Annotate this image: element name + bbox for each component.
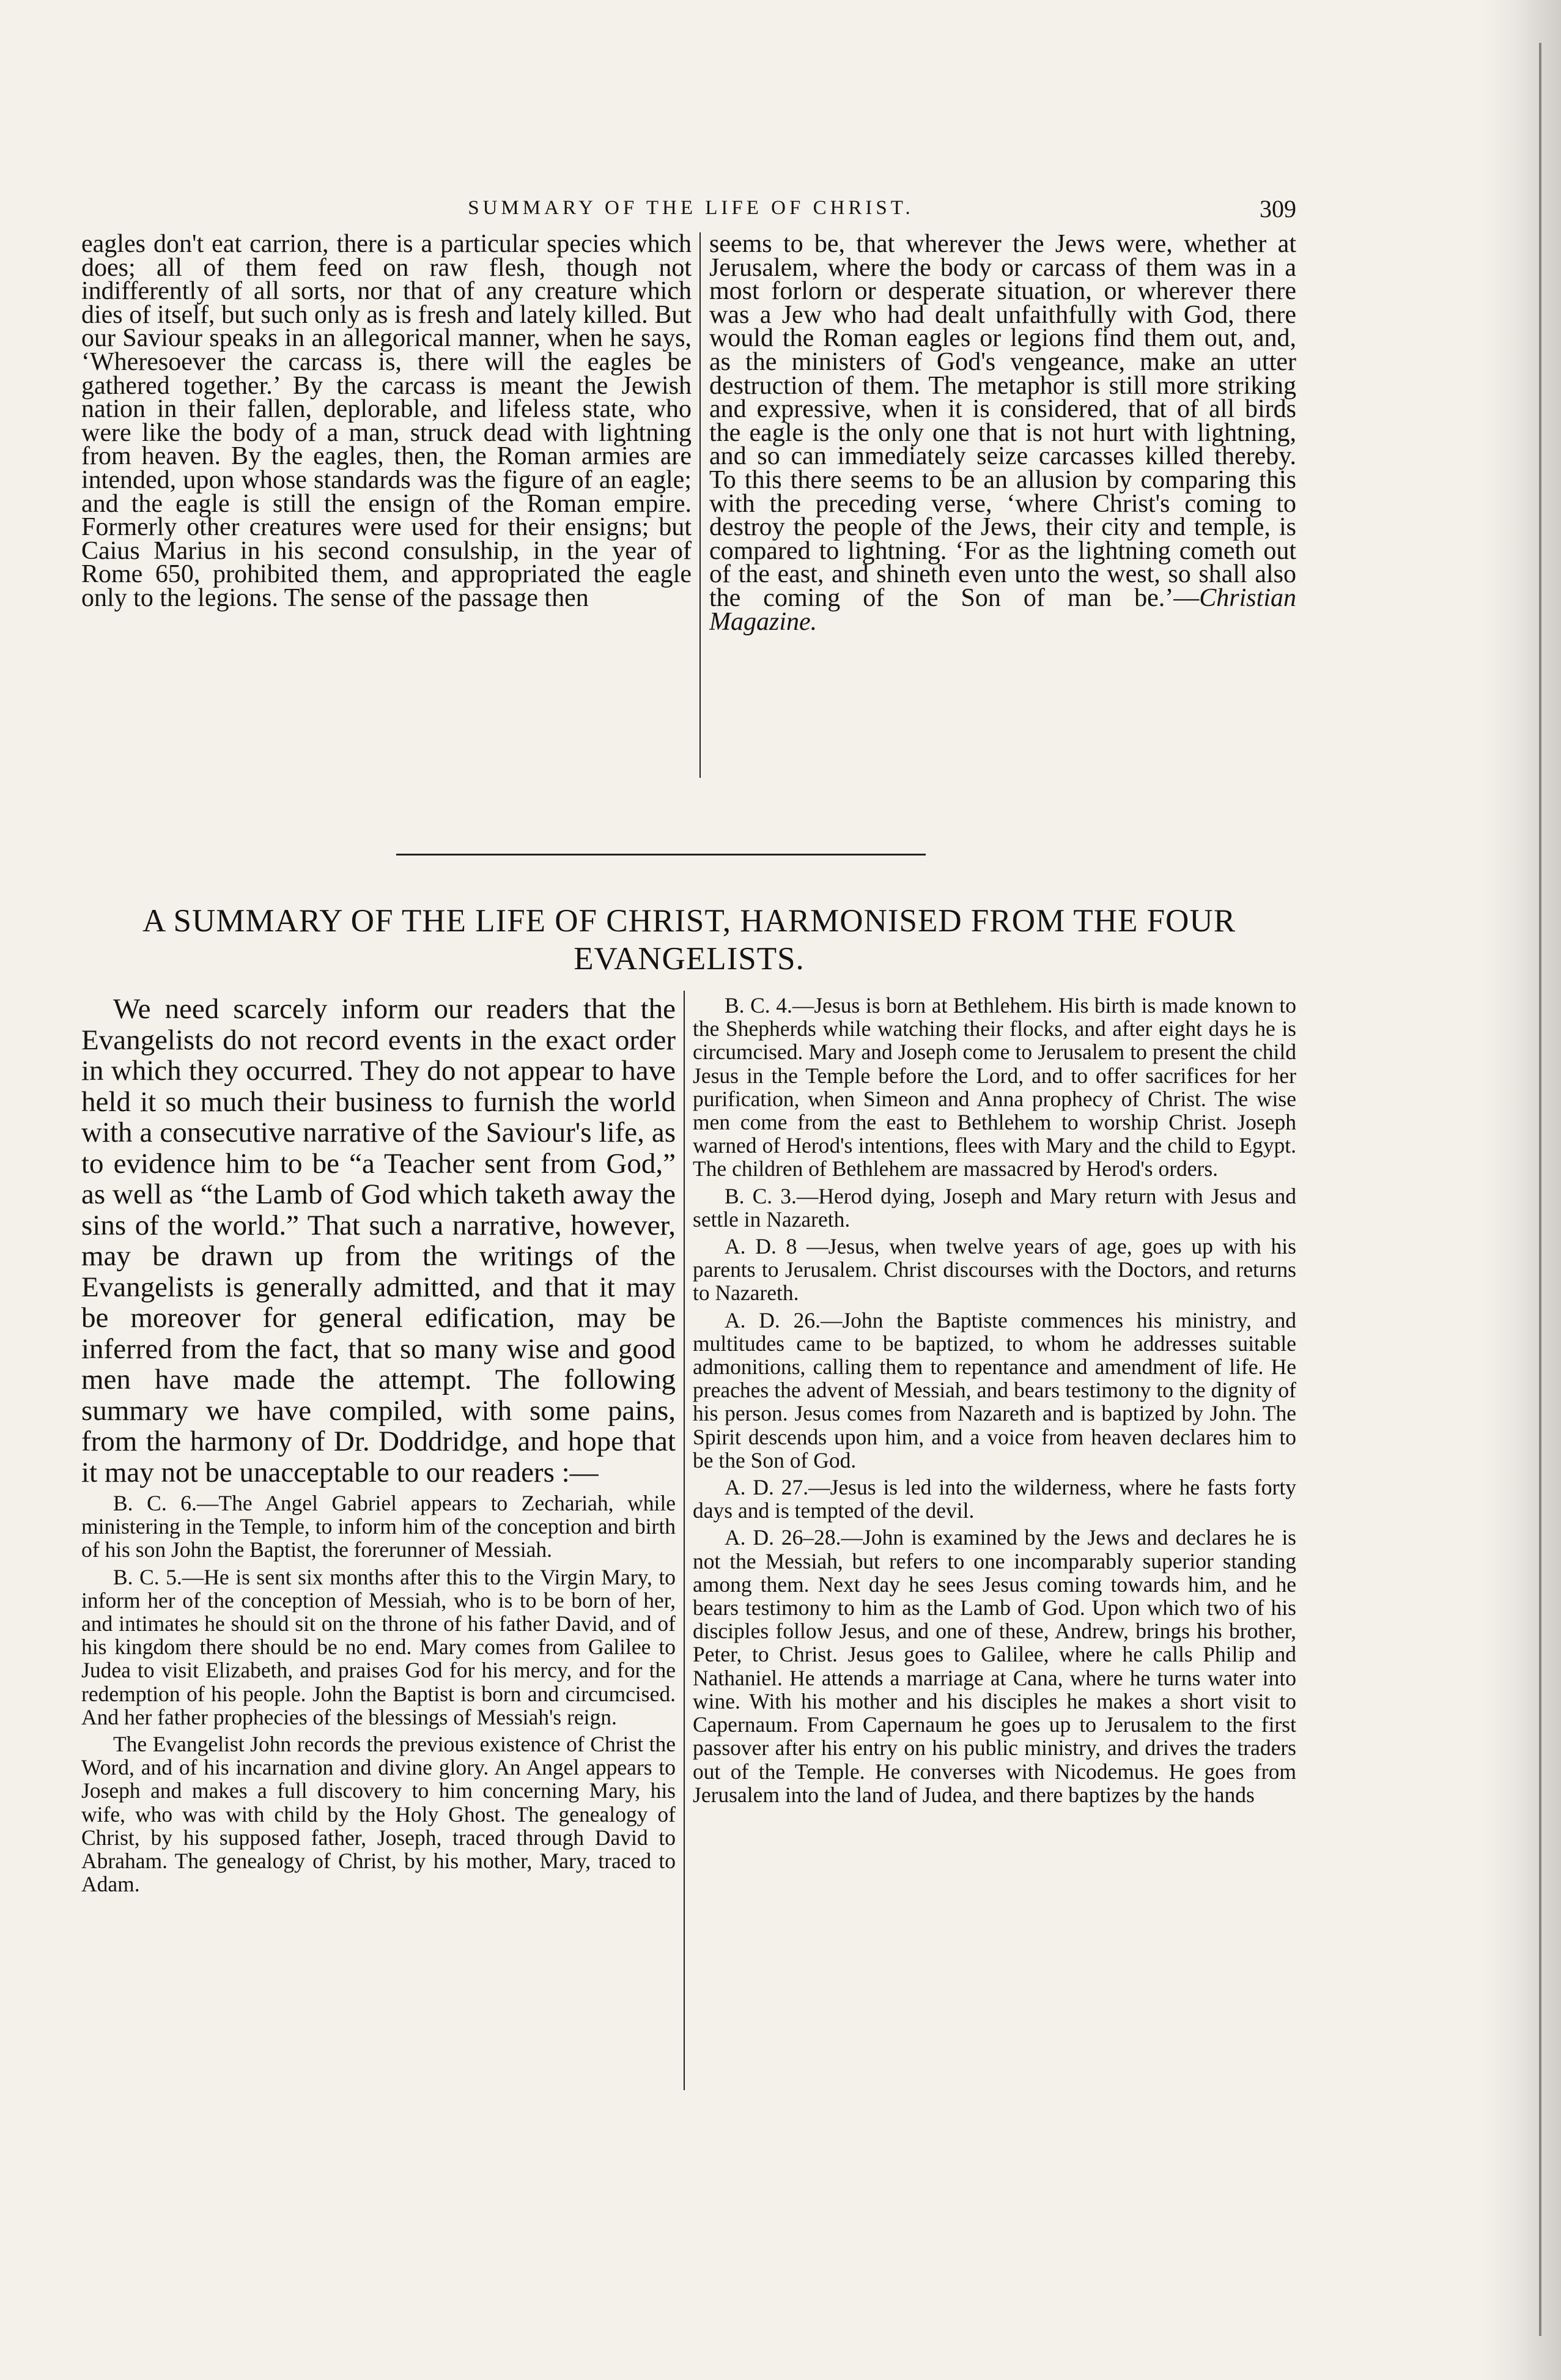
source-citation: Christian Magazine.: [709, 583, 1296, 636]
top-left-column: [81, 232, 692, 610]
column-divider-top: [699, 232, 701, 778]
continued-text-right-body: seems to be, that wherever the Jews were, whether at Jerusalem, where the body or carcass of them was in a most forlorn or desperate situation, or wherever there was a Jew who had dealt unfaithfully with God, there would the Roman eagles or legions find them out, and, as the ministers of God's vengeance, make an utter destruction of them. The metaphor is still more striking and expressive, when it is considered, that of all birds the eagle is the only one that is not hurt with lightning, and so can immediately seize carcasses killed thereby. To this there seems to be an allusion by comparing this with the preceding verse, ‘where Christ's coming to destroy the people of the Jews, their city and temple, is compared to lightning. ‘For as the lightning cometh out of the east, and shineth even unto the west, so shall also the coming of the Son of man be.’—: [709, 230, 1296, 612]
page-number: 309: [1260, 195, 1296, 223]
chronology-entry: B. C. 6.—The Angel Gabriel appears to Zechariah, while ministering in the Temple, to inform him of the conception and birth of his son John the Baptist, the forerunner of Messiah.: [81, 1491, 676, 1562]
continued-text-right: [709, 232, 1296, 634]
column-divider-bottom: [684, 991, 685, 2090]
article-left-column: [81, 994, 676, 1896]
top-right-column: [709, 232, 1296, 634]
article-title: A SUMMARY OF THE LIFE OF CHRIST, HARMONISED FROM THE FOUR EVANGELISTS.: [142, 903, 1236, 977]
chronology-entry: A. D. 8 —Jesus, when twelve years of age, goes up with his parents to Jerusalem. Christ discourses with the Doctors, and returns to Nazareth.: [693, 1234, 1296, 1306]
chronology-entry: A. D. 27.—Jesus is led into the wilderness, where he fasts forty days and is tempted of the devil.: [693, 1475, 1296, 1523]
continued-text-left: eagles don't eat carrion, there is a particular species which does; all of them feed on raw flesh, though not indifferently of all sorts, nor that of any creature which dies of itself, but such only as is fresh and lately killed. But our Saviour speaks in an allegorical manner, when he says, ‘Wheresoever the carcass is, there will the eagles be gathered together.’ By the carcass is meant the Jewish nation in their fallen, deplorable, and lifeless state, who were like the body of a man, struck dead with lightning from heaven. By the eagles, then, the Roman armies are intended, upon whose standards was the figure of an eagle; and the eagle is still the ensign of the Roman empire. Formerly other creatures were used for their ensigns; but Caius Marius in his second consulship, in the year of Rome 650, prohibited them, and appropriated the eagle only to the legions. The sense of the passage then: [81, 230, 692, 612]
article-intro: We need scarcely inform our readers that the Evangelists do not record events in the exact order in which they occurred. They do not appear to have held it so much their business to furnish the world with a consecutive narrative of the Saviour's life, as to evidence him to be “a Teacher sent from God,” as well as “the Lamb of God which taketh away the sins of the world.” That such a narrative, however, may be drawn up from the writings of the Evangelists is generally admitted, and that it may be moreover for general edification, may be inferred from the fact, that so many wise and good men have made the attempt. The following summary we have compiled, with some pains, from the harmony of Dr. Doddridge, and hope that it may not be unacceptable to our readers :—: [81, 993, 676, 1488]
running-title: SUMMARY OF THE LIFE OF CHRIST.: [468, 197, 914, 219]
chronology-entry: A. D. 26.—John the Baptiste commences his ministry, and multitudes came to be baptized, to whom he addresses suitable admonitions, calling them to repentance and amendment of life. He preaches the advent of Messiah, and bears testimony to the dignity of his person. Jesus comes from Nazareth and is baptized by John. The Spirit descends upon him, and a voice from heaven declares him to be the Son of God.: [693, 1307, 1296, 1473]
running-head: [86, 197, 1296, 227]
chronology-entry: A. D. 26–28.—John is examined by the Jews and declares he is not the Messiah, but refers to one incomparably superior standing among them. Next day he sees Jesus coming towards him, and he bears testimony to him as the Lamb of God. Upon which two of his disciples follow Jesus, and one of these, Andrew, brings his brother, Peter, to Christ. Jesus goes to Galilee, where he calls Philip and Nathaniel. He attends a marriage at Cana, where he turns water into wine. With his mother and his disciples he makes a short visit to Capernaum. From Capernaum he goes up to Jerusalem to the first passover after his entry on his public ministry, and drives the traders out of the Temple. He converses with Nicodemus. He goes from Jerusalem into the land of Judea, and there baptizes by the hands: [693, 1525, 1296, 1807]
section-divider: [396, 854, 926, 856]
chronology-entry: B. C. 5.—He is sent six months after this to the Virgin Mary, to inform her of the conception of Messiah, who is to be born of her, and intimates he should sit on the throne of his father David, and of his kingdom there should be no end. Mary comes from Galilee to Judea to visit Elizabeth, and praises God for his mercy, and for the redemption of his people. John the Baptist is born and circumcised. And her father prophecies of the blessings of Messiah's reign.: [81, 1564, 676, 1729]
chronology-entry: B. C. 3.—Herod dying, Joseph and Mary return with Jesus and settle in Nazareth.: [693, 1183, 1296, 1232]
scanned-page-edge: [1482, 0, 1561, 2380]
article-right-column: [693, 994, 1296, 1806]
chronology-entry: The Evangelist John records the previous existence of Christ the Word, and of his incarnation and divine glory. An Angel appears to Joseph and makes a full discovery to him concerning Mary, his wife, who was with child by the Holy Ghost. The genealogy of Christ, by his supposed father, Joseph, traced through David to Abraham. The genealogy of Christ, by his mother, Mary, traced to Adam.: [81, 1732, 676, 1897]
chronology-entry: B. C. 4.—Jesus is born at Bethlehem. His birth is made known to the Shepherds while watching their flocks, and after eight days he is circumcised. Mary and Joseph come to Jerusalem to present the child Jesus in the Temple before the Lord, and to offer sacrifices for her purification, when Simeon and Anna prophecy of Christ. The wise men come from the east to Bethlehem to worship Christ. Joseph warned of Herod's intentions, flees with Mary and the child to Egypt. The children of Bethlehem are massacred by Herod's orders.: [693, 993, 1296, 1181]
binding-edge-line: [1539, 43, 1541, 2336]
